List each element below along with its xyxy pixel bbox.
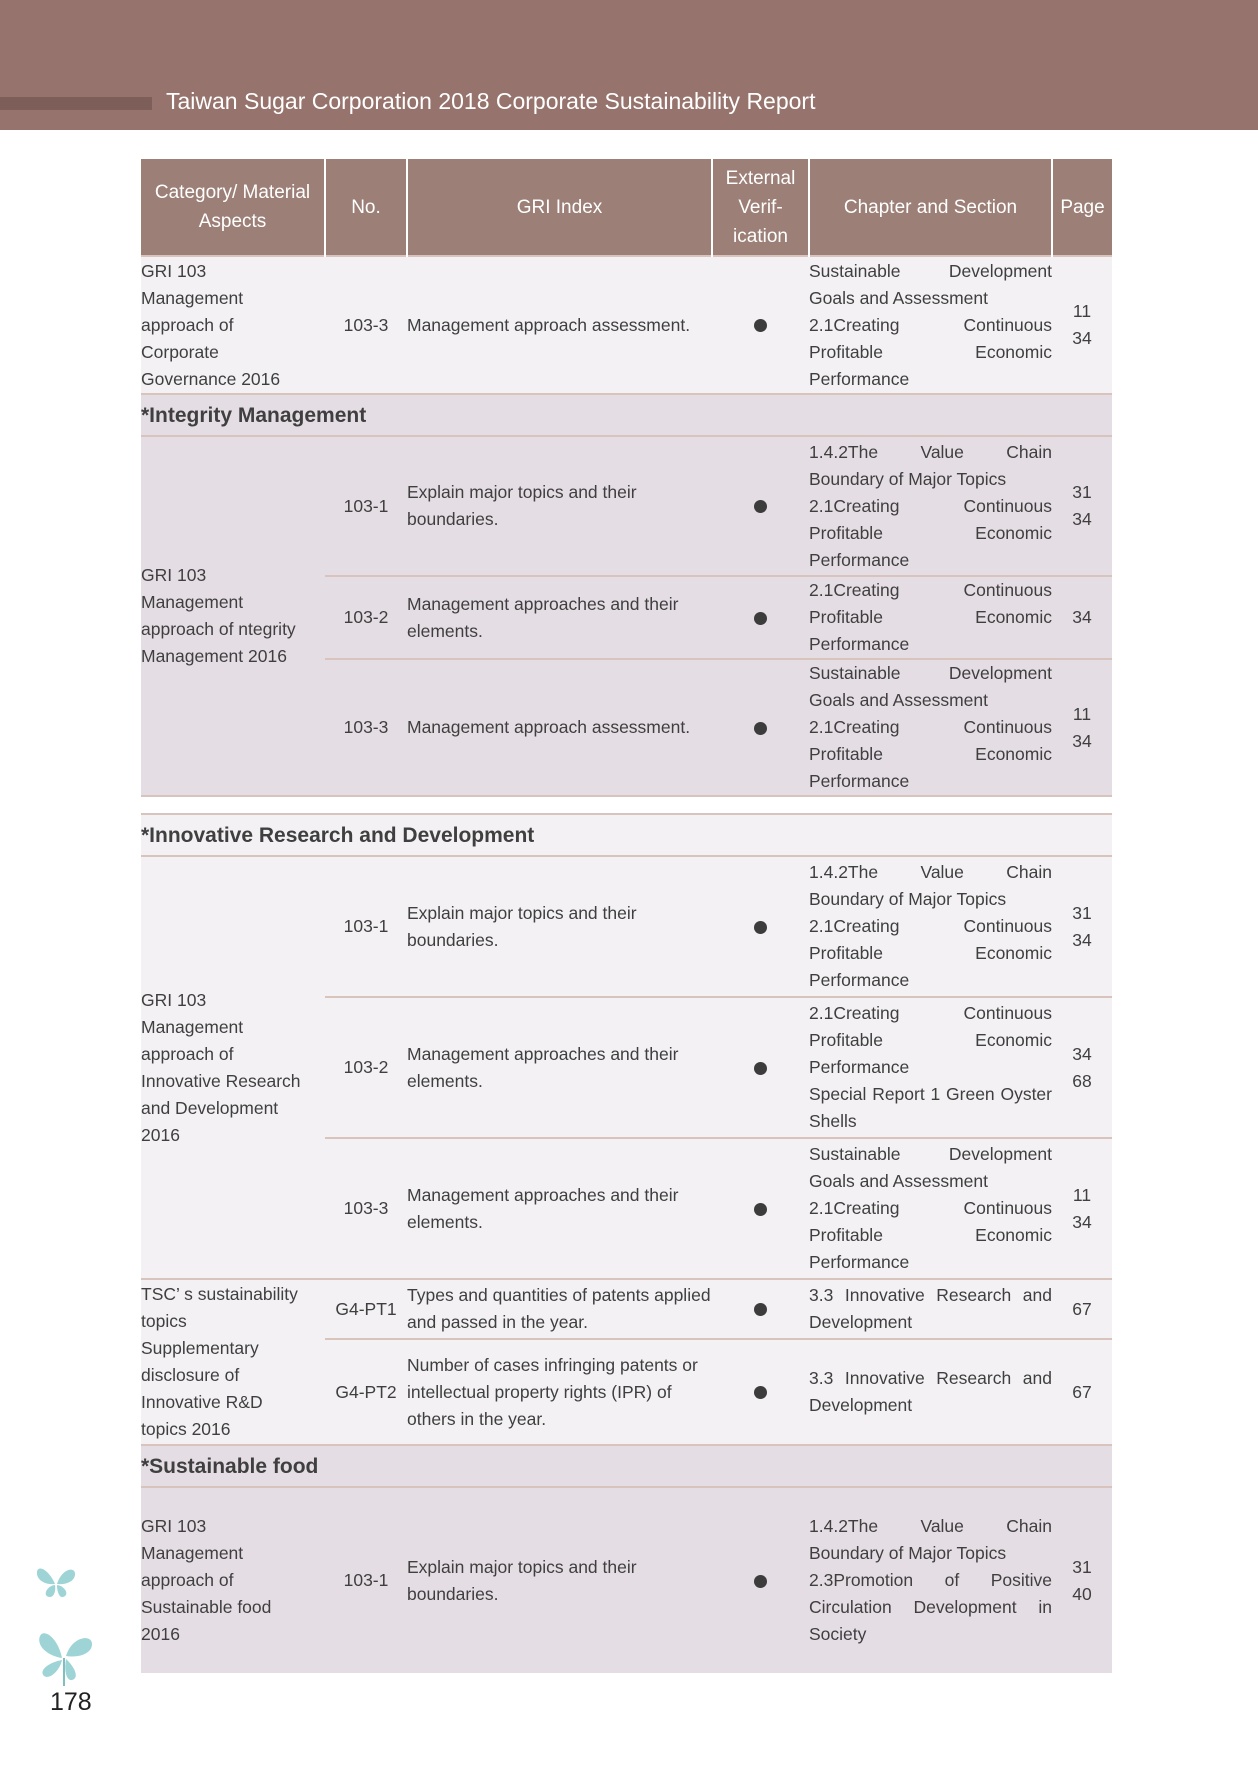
- no-cell: 103-1: [325, 436, 407, 576]
- section-title: *Innovative Research and Development: [141, 814, 1112, 856]
- no-cell: 103-2: [325, 576, 407, 659]
- verification-cell: [712, 997, 809, 1138]
- verification-cell: [712, 1279, 809, 1339]
- no-cell: 103-1: [325, 856, 407, 997]
- verified-dot-icon: [754, 722, 767, 735]
- table-row: [141, 1279, 1112, 1339]
- chapter-cell: 3.3 Innovative Research and Development: [809, 1339, 1052, 1445]
- gri-index-cell: Types and quantities of patents applied and passed in the year.: [407, 1279, 712, 1339]
- verified-dot-icon: [754, 612, 767, 625]
- table-spacer: [141, 796, 1112, 814]
- verification-cell: [712, 856, 809, 997]
- table-row: [141, 1487, 1112, 1673]
- verified-dot-icon: [754, 921, 767, 934]
- page-number: 178: [50, 1688, 92, 1716]
- gri-index-cell: Management approaches and their elements.: [407, 576, 712, 659]
- category-cell: GRI 103 Management approach of Innovative Research and Development 2016: [141, 856, 325, 1279]
- gri-index-cell: Management approach assessment.: [407, 256, 712, 394]
- section-title: *Sustainable food: [141, 1445, 1112, 1487]
- page-cell: 31 34: [1052, 436, 1112, 576]
- section-row: [141, 1445, 1112, 1487]
- verified-dot-icon: [754, 319, 767, 332]
- col-header-gri-index: GRI Index: [407, 159, 712, 256]
- col-header-page: Page: [1052, 159, 1112, 256]
- gri-index-cell: Management approach assessment.: [407, 659, 712, 796]
- page-cell: 11 34: [1052, 659, 1112, 796]
- col-header-chapter: Chapter and Section: [809, 159, 1052, 256]
- page-cell: 67: [1052, 1279, 1112, 1339]
- page-cell: 11 34: [1052, 256, 1112, 394]
- table-row: [141, 256, 1112, 394]
- table-row: [141, 436, 1112, 576]
- col-header-no: No.: [325, 159, 407, 256]
- chapter-cell: 3.3 Innovative Research and Development: [809, 1279, 1052, 1339]
- verified-dot-icon: [754, 1303, 767, 1316]
- category-cell: GRI 103 Management approach of Sustainable food 2016: [141, 1487, 325, 1673]
- no-cell: G4-PT2: [325, 1339, 407, 1445]
- verification-cell: [712, 1138, 809, 1279]
- verification-cell: [712, 659, 809, 796]
- butterfly-icon: [34, 1628, 96, 1688]
- page-cell: 11 34: [1052, 1138, 1112, 1279]
- chapter-cell: 1.4.2The Value Chain Boundary of Major Topics 2.1Creating Continuous Profitable Economic Performance: [809, 436, 1052, 576]
- verified-dot-icon: [754, 500, 767, 513]
- verified-dot-icon: [754, 1062, 767, 1075]
- report-title: Taiwan Sugar Corporation 2018 Corporate Sustainability Report: [166, 88, 816, 114]
- chapter-cell: Sustainable Development Goals and Assessment 2.1Creating Continuous Profitable Economic Performance: [809, 659, 1052, 796]
- verification-cell: [712, 576, 809, 659]
- header-accent-bar: [0, 97, 152, 110]
- category-cell: GRI 103 Management approach of Corporate Governance 2016: [141, 256, 325, 394]
- chapter-cell: Sustainable Development Goals and Assessment 2.1Creating Continuous Profitable Economic Performance: [809, 256, 1052, 394]
- section-row: [141, 814, 1112, 856]
- gri-index-cell: Explain major topics and their boundaries.: [407, 856, 712, 997]
- chapter-cell: 1.4.2The Value Chain Boundary of Major Topics 2.3Promotion of Positive Circulation Development in Society: [809, 1487, 1052, 1673]
- verification-cell: [712, 436, 809, 576]
- no-cell: 103-2: [325, 997, 407, 1138]
- chapter-cell: Sustainable Development Goals and Assessment 2.1Creating Continuous Profitable Economic Performance: [809, 1138, 1052, 1279]
- category-cell: GRI 103 Management approach of ntegrity Management 2016: [141, 436, 325, 796]
- table-header-row: [141, 159, 1112, 256]
- gri-index-cell: Number of cases infringing patents or intellectual property rights (IPR) of others in the year.: [407, 1339, 712, 1445]
- table-row: [141, 856, 1112, 997]
- verification-cell: [712, 1339, 809, 1445]
- col-header-category: Category/ Material Aspects: [141, 159, 325, 256]
- verification-cell: [712, 256, 809, 394]
- verification-cell: [712, 1487, 809, 1673]
- verified-dot-icon: [754, 1203, 767, 1216]
- no-cell: 103-3: [325, 1138, 407, 1279]
- gri-index-table: [141, 159, 1112, 1673]
- page-cell: 31 40: [1052, 1487, 1112, 1673]
- page-cell: 34 68: [1052, 997, 1112, 1138]
- page-cell: 31 34: [1052, 856, 1112, 997]
- section-row: [141, 394, 1112, 436]
- no-cell: 103-3: [325, 659, 407, 796]
- verified-dot-icon: [754, 1386, 767, 1399]
- butterfly-icon: [34, 1564, 78, 1600]
- no-cell: G4-PT1: [325, 1279, 407, 1339]
- page-cell: 67: [1052, 1339, 1112, 1445]
- no-cell: 103-1: [325, 1487, 407, 1673]
- gri-index-cell: Management approaches and their elements.: [407, 997, 712, 1138]
- no-cell: 103-3: [325, 256, 407, 394]
- page-cell: 34: [1052, 576, 1112, 659]
- chapter-cell: 1.4.2The Value Chain Boundary of Major Topics 2.1Creating Continuous Profitable Economic Performance: [809, 856, 1052, 997]
- gri-index-cell: Explain major topics and their boundaries.: [407, 1487, 712, 1673]
- gri-index-cell: Management approaches and their elements.: [407, 1138, 712, 1279]
- chapter-cell: 2.1Creating Continuous Profitable Economic Performance Special Report 1 Green Oyster Shells: [809, 997, 1052, 1138]
- section-title: *Integrity Management: [141, 394, 1112, 436]
- category-cell: TSC’ s sustainability topics Supplementary disclosure of Innovative R&D topics 2016: [141, 1279, 325, 1445]
- gri-index-cell: Explain major topics and their boundaries.: [407, 436, 712, 576]
- col-header-external-verification: External Verif- ication: [712, 159, 809, 256]
- verified-dot-icon: [754, 1575, 767, 1588]
- chapter-cell: 2.1Creating Continuous Profitable Economic Performance: [809, 576, 1052, 659]
